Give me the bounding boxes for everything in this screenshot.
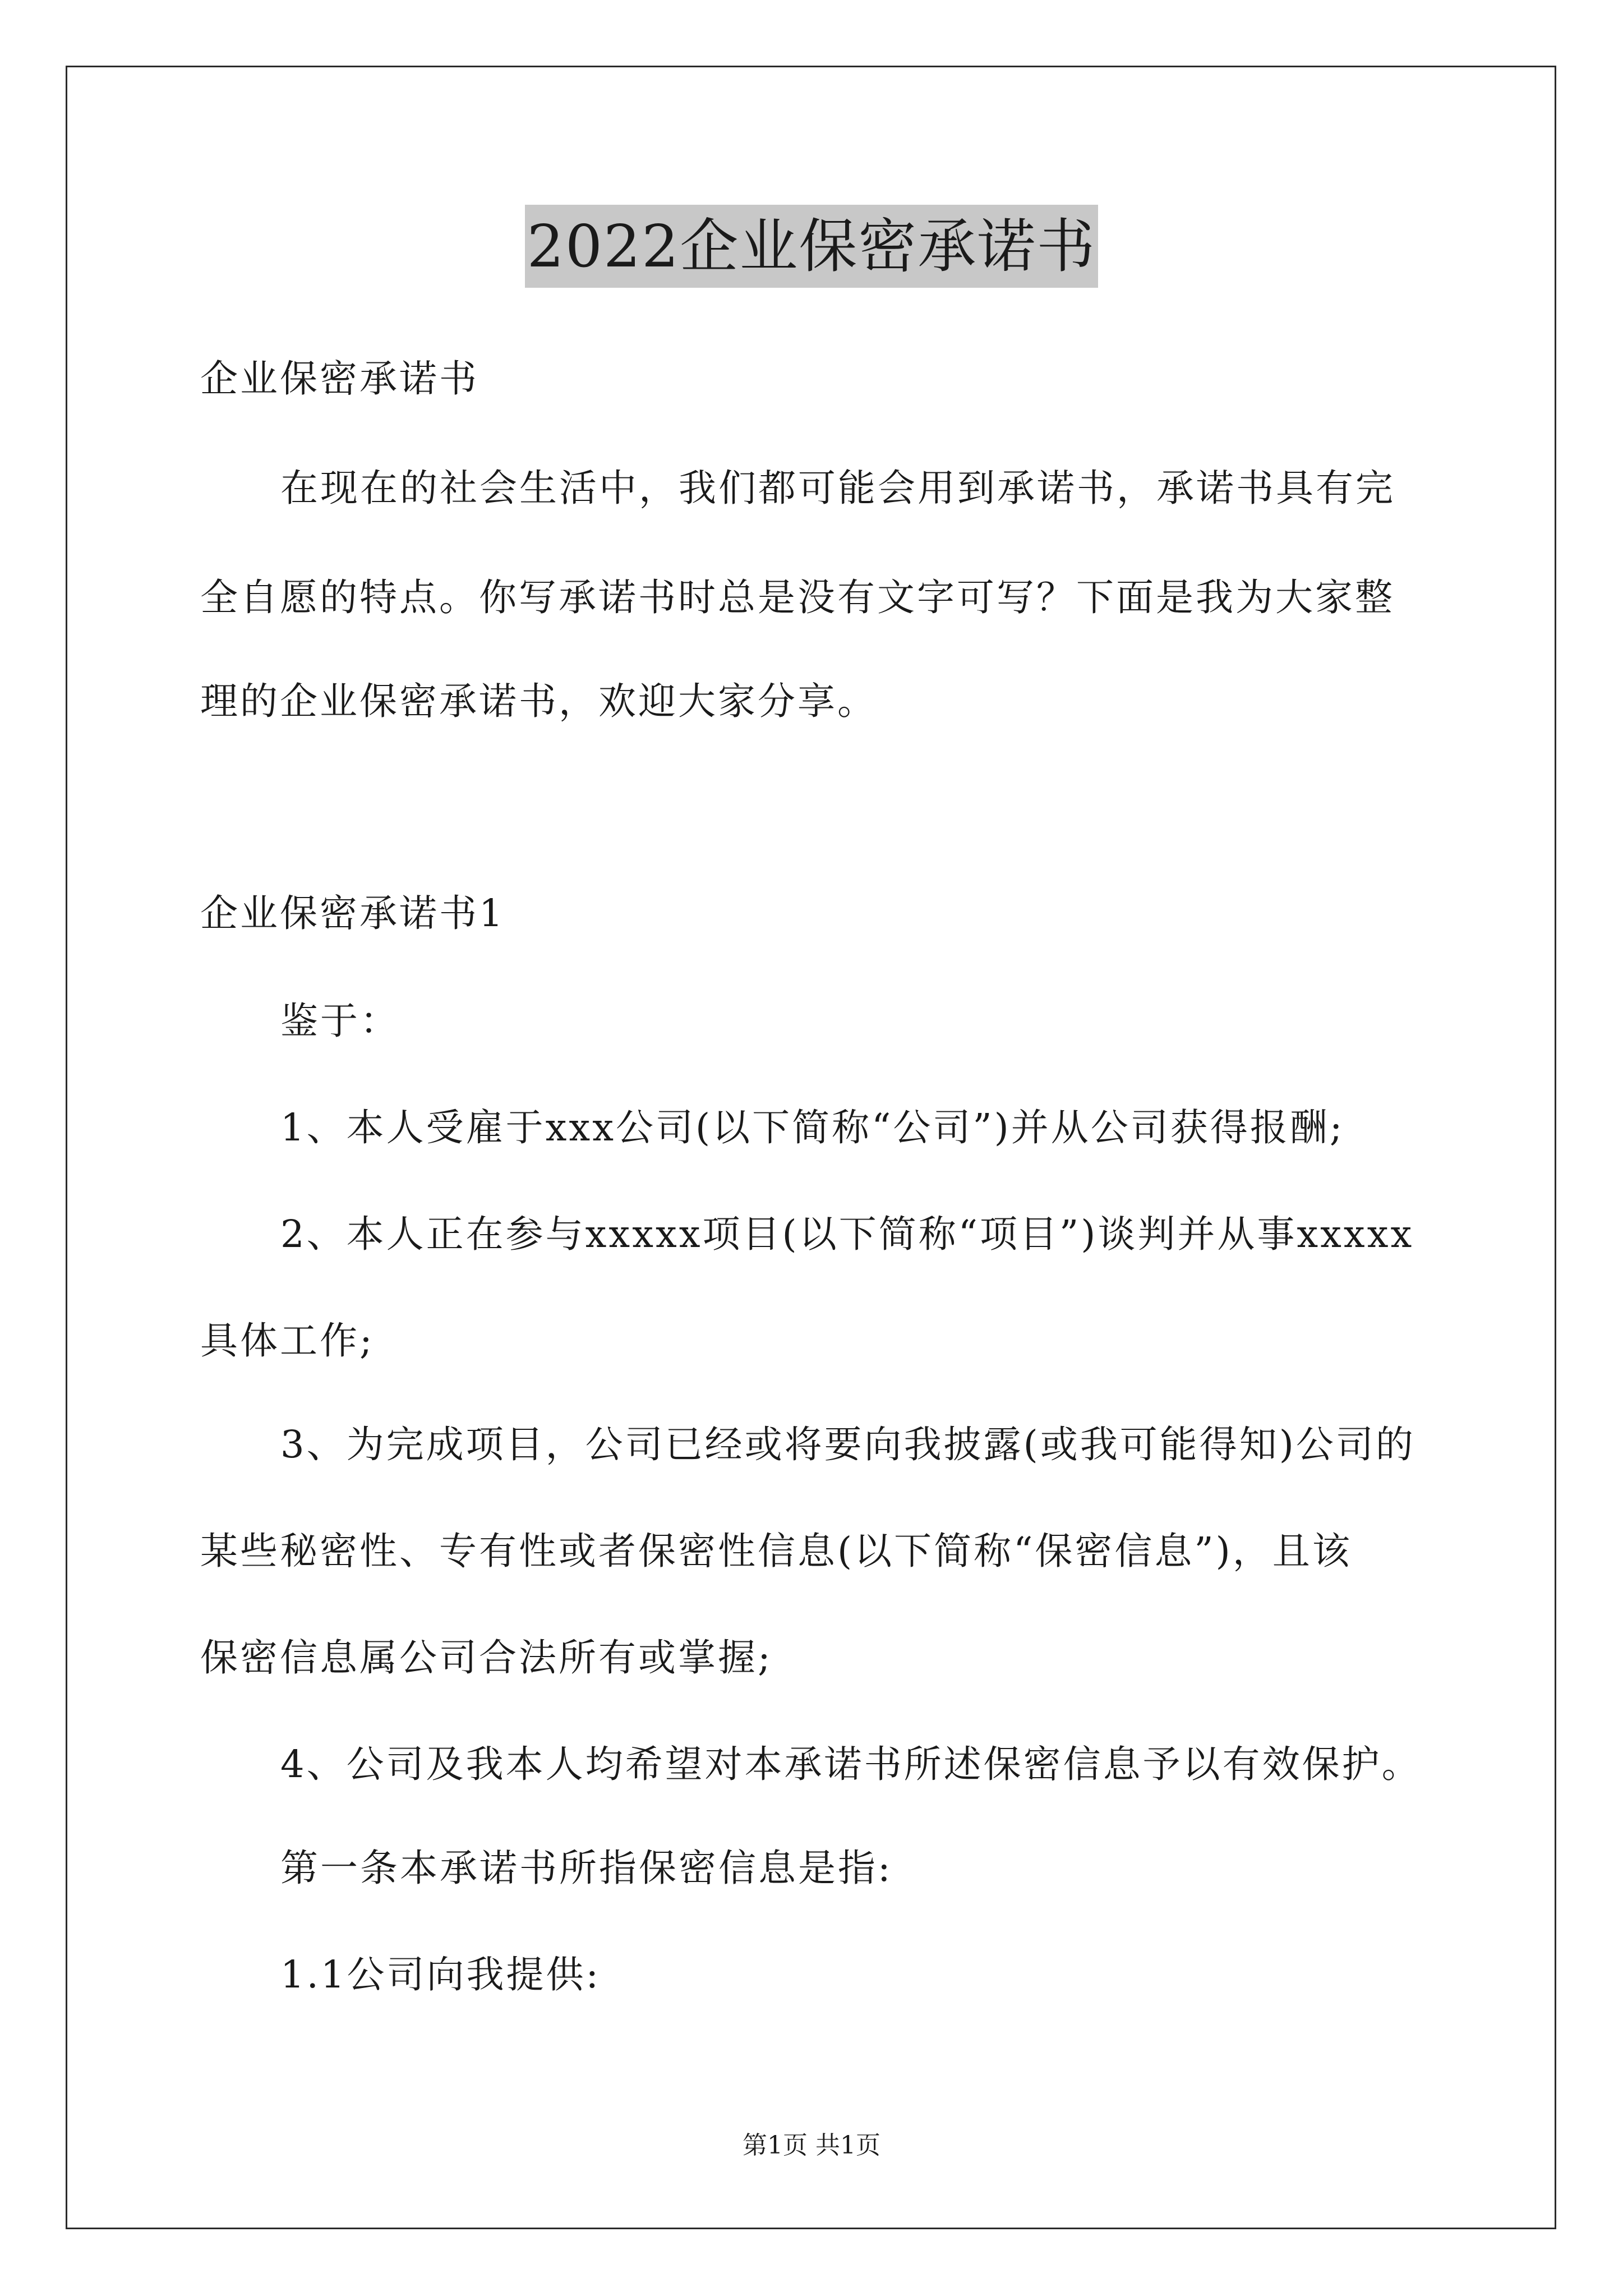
intro-line-3: 理的企业保密承诺书，欢迎大家分享。 <box>200 679 877 723</box>
clause-1: 1、本人受雇于xxx公司(以下简称“公司”)并从公司获得报酬; <box>280 1106 1345 1149</box>
clause-3-line-1: 3、为完成项目，公司已经或将要向我披露(或我可能得知)公司的 <box>280 1423 1415 1466</box>
subtitle: 企业保密承诺书 <box>200 357 479 401</box>
clause-4: 4、公司及我本人均希望对本承诺书所述保密信息予以有效保护。 <box>280 1742 1422 1786</box>
intro-line-1: 在现在的社会生活中，我们都可能会用到承诺书，承诺书具有完 <box>280 466 1395 510</box>
title-container <box>0 205 1623 288</box>
article-1-item-1-1: 1.1公司向我提供: <box>280 1953 601 1996</box>
section-heading-1: 企业保密承诺书1 <box>200 891 505 935</box>
article-1-heading: 第一条本承诺书所指保密信息是指: <box>280 1846 893 1890</box>
clause-2-line-2: 具体工作; <box>200 1319 375 1363</box>
page-number-footer: 第1页 共1页 <box>743 2131 880 2160</box>
document-title: 2022企业保密承诺书 <box>525 205 1099 288</box>
intro-line-2: 全自愿的特点。你写承诺书时总是没有文字可写？下面是我为大家整 <box>200 576 1395 619</box>
whereas-line: 鉴于： <box>280 999 400 1043</box>
clause-2-line-1: 2、本人正在参与xxxxx项目(以下简称“项目”)谈判并从事xxxxx <box>280 1212 1414 1256</box>
clause-3-line-2: 某些秘密性、专有性或者保密性信息(以下简称“保密信息”)，且该 <box>200 1529 1352 1573</box>
clause-3-line-3: 保密信息属公司合法所有或掌握; <box>200 1636 773 1680</box>
